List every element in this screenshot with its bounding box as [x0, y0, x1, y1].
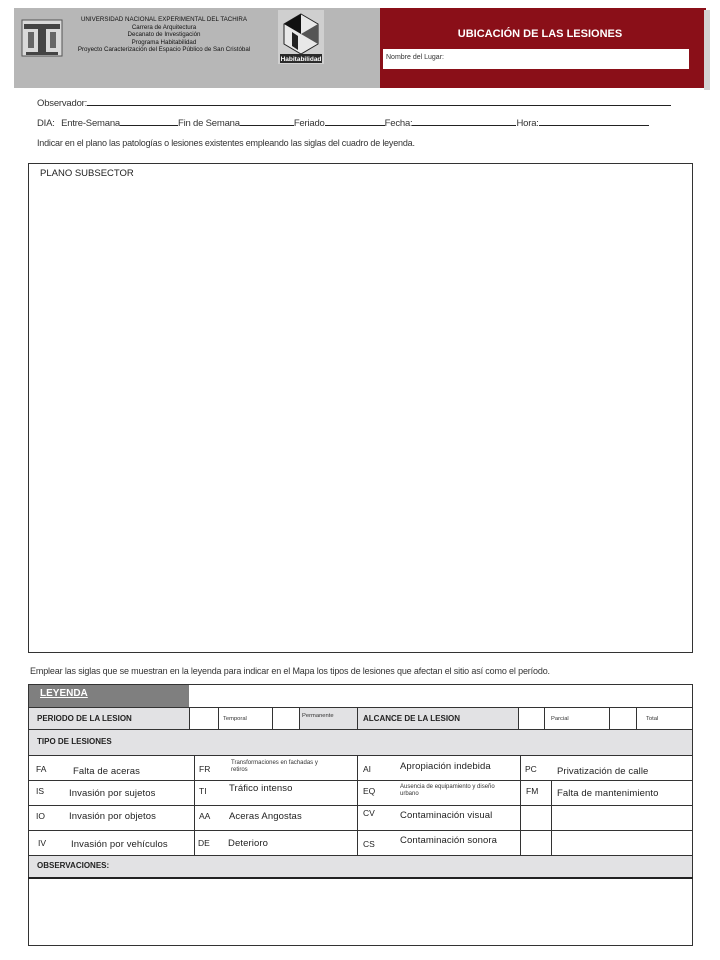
university-header-text — [64, 16, 264, 54]
day-label: DIA: — [37, 118, 55, 129]
lesion-code: CS — [363, 839, 375, 849]
university-line: Programa Habitabilidad — [131, 38, 197, 46]
scope-label: ALCANCE DE LA LESION — [363, 714, 461, 723]
logo-text: Habitabilidad — [280, 56, 322, 63]
holiday-field[interactable] — [325, 116, 385, 126]
partial-label: Parcial — [551, 716, 569, 722]
time-label: Hora: — [516, 118, 539, 129]
observations-label: OBSERVACIONES: — [37, 861, 110, 870]
divider — [636, 708, 637, 729]
weekend-label: Fin de Semana — [178, 118, 240, 129]
lesion-desc: Falta de aceras — [73, 766, 140, 777]
legend-note: Emplear las siglas que se muestran en la leyenda para indicar en el Mapa los tipos de lesiones que afectan el sitio así como el período. — [30, 666, 550, 676]
divider — [520, 755, 521, 855]
total-label: Total — [646, 716, 659, 722]
lesion-code: EQ — [363, 786, 376, 796]
lesion-code: DE — [198, 838, 210, 848]
place-name-label: Nombre del Lugar: — [386, 54, 444, 61]
period-label: PERIODO DE LA LESION — [37, 714, 132, 723]
divider — [218, 708, 219, 729]
university-line: Carrera de Arquitectura — [131, 23, 197, 31]
weekend-field[interactable] — [240, 116, 294, 126]
lesion-desc: Aceras Angostas — [229, 811, 302, 822]
observer-row — [37, 96, 671, 109]
weekday-label: Entre-Semana — [61, 118, 120, 129]
plan-drawing-area[interactable] — [28, 163, 693, 653]
lesion-code: TI — [199, 786, 207, 796]
lesion-code: CV — [363, 808, 375, 818]
permanent-label: Permanente — [302, 713, 334, 719]
lesion-code: PC — [525, 764, 537, 774]
divider — [28, 805, 693, 806]
divider — [544, 708, 545, 729]
divider — [28, 780, 693, 781]
lesion-desc: Deterioro — [228, 838, 268, 849]
total-checkbox[interactable] — [610, 709, 636, 728]
lesion-desc: Contaminación visual — [400, 810, 493, 821]
lesion-code: IS — [36, 786, 45, 796]
divider — [551, 780, 552, 855]
divider — [194, 755, 195, 855]
types-label: TIPO DE LESIONES — [37, 737, 112, 746]
observer-label: Observador: — [37, 98, 88, 109]
lesion-desc: Apropiación indebida — [400, 761, 491, 772]
legend-title: LEYENDA — [40, 688, 88, 699]
lesion-code: FR — [199, 764, 211, 774]
lesion-desc: Ausencia de equipamiento y diseño urbano — [400, 784, 495, 797]
weekday-field[interactable] — [120, 116, 178, 126]
divider — [28, 755, 693, 756]
habitabilidad-logo-icon — [278, 10, 324, 64]
holiday-label: Feriado — [293, 118, 325, 129]
lesion-desc: Privatización de calle — [557, 766, 649, 777]
time-field[interactable] — [539, 116, 649, 126]
day-row — [37, 116, 649, 129]
divider — [299, 708, 300, 729]
partial-checkbox[interactable] — [519, 709, 544, 728]
university-line: UNIVERSIDAD NACIONAL EXPERIMENTAL DEL TACHIRA — [80, 16, 248, 23]
lesion-desc: Invasión por vehículos — [71, 839, 168, 850]
lesion-code: IV — [38, 838, 47, 848]
divider — [28, 830, 693, 831]
date-label: Fecha: — [384, 118, 413, 129]
plan-label: PLANO SUBSECTOR — [40, 168, 134, 179]
lesion-code: AI — [363, 764, 372, 774]
university-line: Proyecto Caracterización del Espacio Público de San Cristóbal — [77, 46, 251, 54]
divider — [357, 755, 358, 855]
observations-field[interactable] — [29, 879, 692, 945]
lesion-code: FA — [36, 764, 47, 774]
header-shadow — [704, 10, 710, 90]
lesion-code: IO — [36, 811, 45, 821]
university-line: Decanato de Investigación — [127, 31, 201, 39]
university-logo-icon — [20, 16, 64, 60]
date-field[interactable] — [412, 116, 516, 126]
section-title: UBICACIÓN DE LAS LESIONES — [457, 28, 623, 40]
instruction-text: Indicar en el plano las patologías o lesiones existentes empleando las siglas del cuadro de leyenda. — [37, 138, 415, 148]
permanent-checkbox[interactable] — [273, 709, 299, 728]
observer-field[interactable] — [87, 96, 671, 106]
lesion-desc: Falta de mantenimiento — [557, 788, 659, 799]
lesion-code: FM — [526, 786, 539, 796]
types-header-row — [29, 730, 692, 755]
lesion-desc: Contaminación sonora — [400, 835, 498, 846]
temporal-checkbox[interactable] — [190, 709, 218, 728]
lesion-desc: Invasión por sujetos — [69, 788, 156, 799]
observations-header-row — [29, 856, 692, 877]
lesion-code: AA — [199, 811, 211, 821]
lesion-desc: Invasión por objetos — [69, 811, 157, 822]
divider — [357, 708, 358, 729]
lesion-desc: Tráfico intenso — [229, 783, 293, 794]
lesion-desc: Transformaciones en fachadas y retiros — [231, 760, 318, 773]
temporal-label: Temporal — [223, 716, 247, 722]
